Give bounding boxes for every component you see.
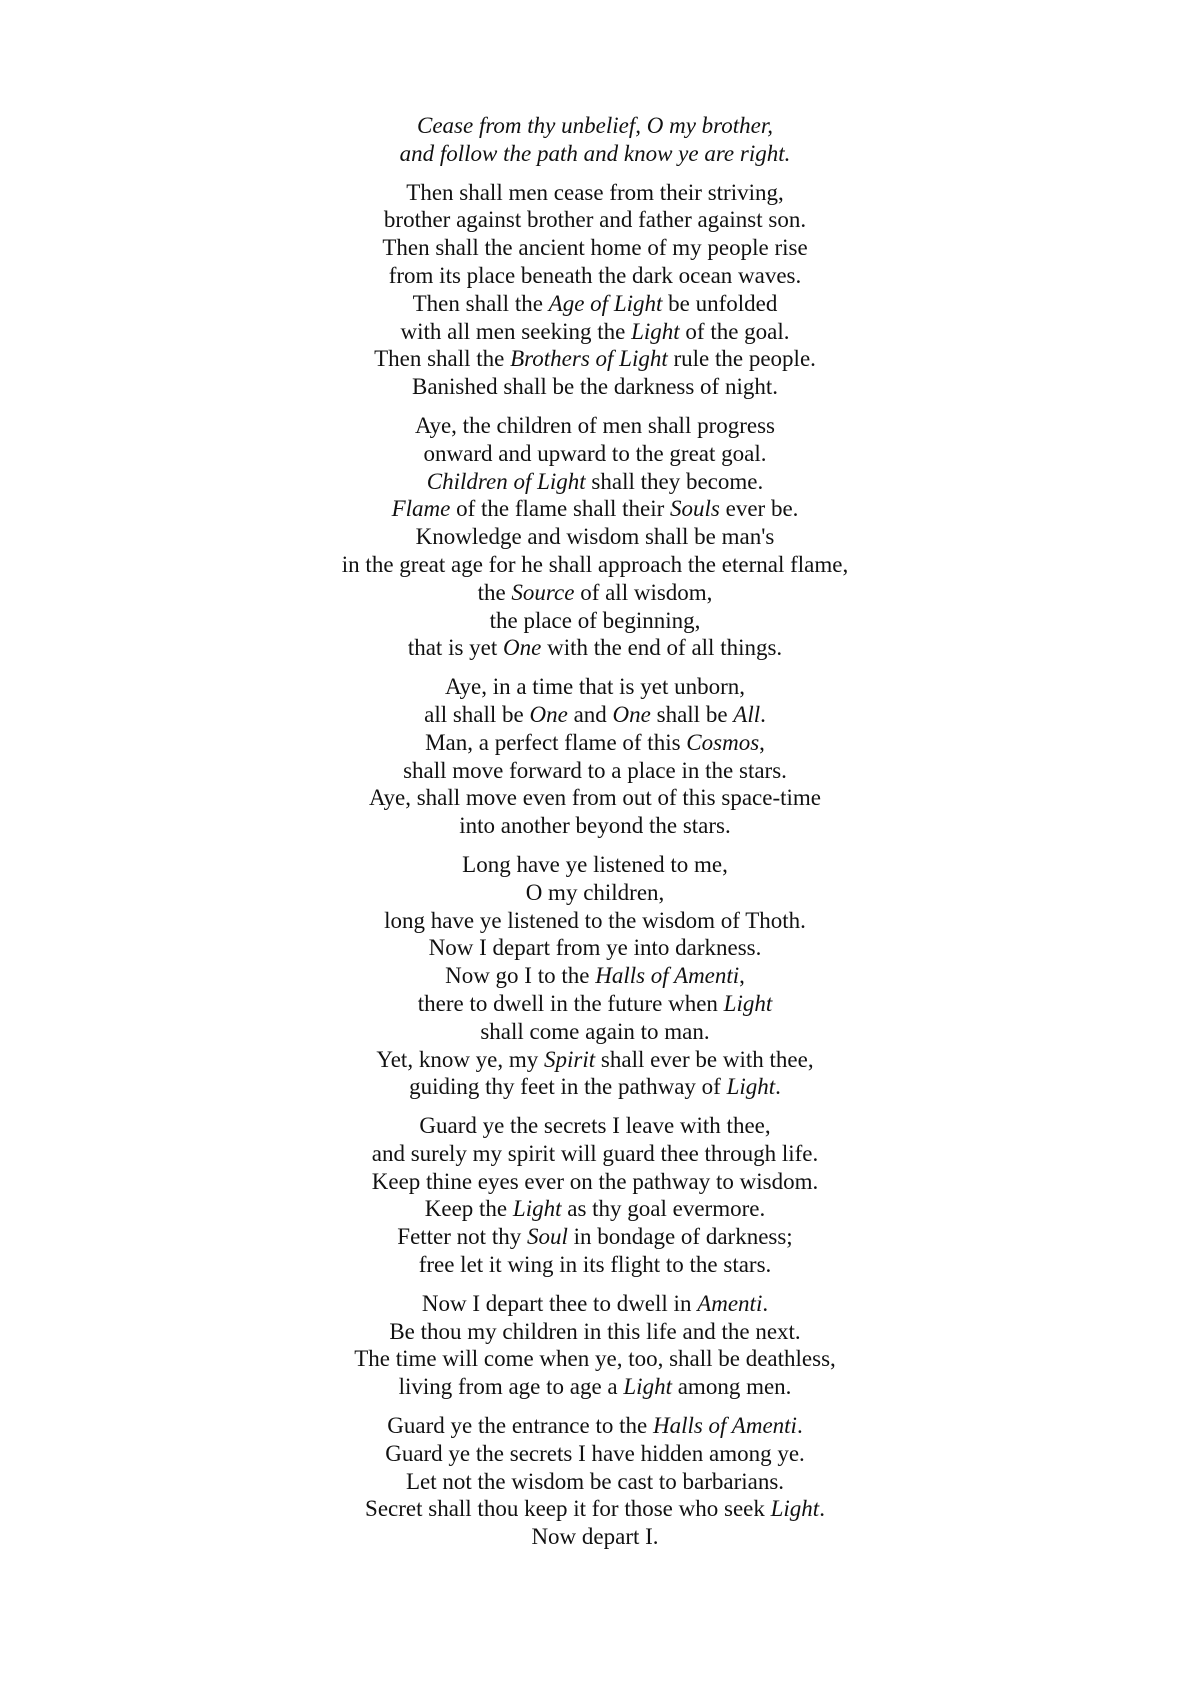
poem-line — [0, 851, 1190, 879]
poem-line — [0, 440, 1190, 468]
emphasized-text: Age of Light — [548, 290, 663, 316]
poem-line — [0, 1046, 1190, 1074]
line-text: shall they become. — [585, 468, 764, 494]
emphasized-text: Halls of Amenti — [652, 1413, 797, 1439]
stanza — [0, 1290, 1190, 1401]
line-text: Aye, in a time that is yet unborn, — [444, 674, 746, 700]
poem-line — [0, 1112, 1190, 1140]
line-text: Now I depart thee to dwell in — [421, 1290, 698, 1316]
line-text: . — [762, 1290, 769, 1316]
line-text: . — [819, 1496, 825, 1522]
emphasized-text: One — [503, 635, 542, 661]
line-text: Long have ye listened to me, — [462, 851, 728, 877]
stanza — [0, 1112, 1190, 1279]
line-text: the — [477, 579, 512, 605]
line-text: Secret shall thou keep it for those who seek — [365, 1496, 771, 1522]
poem-line — [0, 634, 1190, 662]
emphasized-text: All — [733, 701, 761, 727]
line-text: with all men seeking the — [400, 318, 632, 344]
line-text: as thy goal evermore. — [561, 1196, 766, 1222]
line-text: the place of beginning, — [489, 607, 701, 633]
poem-line — [0, 140, 1190, 168]
poem-line — [0, 673, 1190, 701]
line-text: of the goal. — [679, 318, 790, 344]
line-text: Now go I to the — [445, 963, 596, 989]
line-text: long have ye listened to the wisdom of Thoth. — [384, 907, 806, 933]
emphasized-text: Light — [623, 1374, 672, 1400]
line-text: be unfolded — [662, 290, 778, 316]
emphasized-text: Source — [511, 579, 575, 605]
stanza — [0, 412, 1190, 662]
poem-line — [0, 262, 1190, 290]
poem-page — [0, 112, 1190, 1562]
line-text: Guard ye the secrets I have hidden among ye. — [385, 1440, 805, 1466]
poem-line — [0, 1073, 1190, 1101]
emphasized-text: Light — [512, 1196, 562, 1222]
line-text: among men. — [671, 1374, 792, 1400]
line-text: Aye, shall move even from out of this space-time — [368, 785, 821, 811]
poem-line — [0, 290, 1190, 318]
poem-line — [0, 1168, 1190, 1196]
poem-line — [0, 1140, 1190, 1168]
line-text: The time will come when ye, too, shall be deathless, — [354, 1346, 836, 1372]
poem-line — [0, 812, 1190, 840]
poem-line — [0, 879, 1190, 907]
emphasized-text: Cease from thy unbelief, O my brother, — [416, 113, 774, 138]
line-text: there to dwell in the future when — [417, 990, 724, 1016]
poem-line — [0, 1495, 1190, 1523]
line-text: Then shall men cease from their striving, — [406, 179, 784, 205]
line-text: Keep the — [424, 1196, 513, 1222]
emphasized-text: Light — [723, 990, 773, 1016]
line-text: , — [759, 729, 765, 755]
poem-line — [0, 962, 1190, 990]
poem-line — [0, 412, 1190, 440]
poem-line — [0, 1195, 1190, 1223]
poem-line — [0, 1318, 1190, 1346]
poem-body — [0, 112, 1190, 1551]
line-text: Yet, know ye, my — [376, 1046, 545, 1072]
stanza — [0, 112, 1190, 168]
poem-line — [0, 1412, 1190, 1440]
line-text: Then shall the — [412, 290, 549, 316]
poem-line — [0, 1290, 1190, 1318]
emphasized-text: Brothers of Light — [510, 346, 668, 372]
line-text: ever be. — [719, 496, 799, 522]
poem-line — [0, 1440, 1190, 1468]
poem-line — [0, 523, 1190, 551]
line-text: . — [796, 1413, 803, 1439]
poem-line — [0, 579, 1190, 607]
poem-line — [0, 345, 1190, 373]
line-text: in bondage of darkness; — [567, 1224, 793, 1250]
poem-line — [0, 1345, 1190, 1373]
line-text: Banished shall be the darkness of night. — [411, 374, 778, 400]
line-text: and — [567, 701, 613, 727]
poem-line — [0, 373, 1190, 401]
emphasized-text: Light — [770, 1496, 820, 1522]
line-text: Aye, the children of men shall progress — [414, 412, 776, 438]
poem-line — [0, 1018, 1190, 1046]
line-text: shall move forward to a place in the stars. — [403, 757, 787, 783]
poem-line — [0, 318, 1190, 346]
poem-line — [0, 1523, 1190, 1551]
poem-line — [0, 934, 1190, 962]
line-text: Let not the wisdom be cast to barbarians. — [405, 1468, 785, 1494]
line-text: into another beyond the stars. — [459, 813, 731, 839]
line-text: with the end of all things. — [541, 635, 783, 661]
line-text: shall come again to man. — [480, 1018, 710, 1044]
stanza — [0, 851, 1190, 1101]
emphasized-text: Light — [631, 318, 680, 344]
emphasized-text: Halls of Amenti — [595, 963, 740, 989]
line-text: Now I depart from ye into darkness. — [428, 935, 762, 961]
line-text: shall ever be with thee, — [595, 1046, 814, 1072]
poem-line — [0, 234, 1190, 262]
emphasized-text: One — [612, 701, 651, 727]
poem-line — [0, 551, 1190, 579]
emphasized-text: Children of Light — [426, 468, 586, 494]
line-text: Be thou my children in this life and the next. — [389, 1318, 801, 1344]
line-text: rule the people. — [667, 346, 816, 372]
line-text: Guard ye the secrets I leave with thee, — [419, 1113, 771, 1139]
emphasized-text: Cosmos — [686, 729, 760, 755]
poem-line — [0, 1373, 1190, 1401]
poem-line — [0, 206, 1190, 234]
emphasized-text: Light — [726, 1074, 776, 1100]
emphasized-text: Spirit — [544, 1046, 596, 1072]
poem-line — [0, 1251, 1190, 1279]
emphasized-text: Amenti — [697, 1290, 763, 1316]
line-text: shall be — [650, 701, 734, 727]
line-text: Guard ye the entrance to the — [387, 1413, 653, 1439]
poem-line — [0, 729, 1190, 757]
poem-line — [0, 907, 1190, 935]
line-text: , — [739, 963, 745, 989]
emphasized-text: Souls — [670, 496, 720, 522]
poem-line — [0, 607, 1190, 635]
line-text: Man, a perfect flame of this — [425, 729, 687, 755]
line-text: that is yet — [407, 635, 504, 661]
poem-line — [0, 1468, 1190, 1496]
poem-line — [0, 701, 1190, 729]
poem-line — [0, 112, 1190, 140]
stanza — [0, 179, 1190, 401]
line-text: free let it wing in its flight to the stars. — [418, 1252, 772, 1278]
poem-line — [0, 990, 1190, 1018]
poem-line — [0, 179, 1190, 207]
emphasized-text: Soul — [526, 1224, 568, 1250]
line-text: . — [775, 1074, 781, 1100]
line-text: all shall be — [424, 701, 530, 727]
line-text: . — [760, 701, 766, 727]
poem-line — [0, 784, 1190, 812]
poem-line — [0, 468, 1190, 496]
line-text: of all wisdom, — [574, 579, 713, 605]
line-text: guiding thy feet in the pathway of — [409, 1074, 727, 1100]
emphasized-text: One — [529, 701, 568, 727]
line-text: in the great age for he shall approach the eternal flame, — [341, 551, 849, 577]
line-text: living from age to age a — [398, 1374, 624, 1400]
line-text: Knowledge and wisdom shall be man's — [415, 524, 775, 550]
poem-line — [0, 757, 1190, 785]
line-text: brother against brother and father against son. — [383, 207, 807, 233]
line-text: O my children, — [525, 879, 665, 905]
line-text: of the flame shall their — [450, 496, 671, 522]
line-text: Now depart I. — [531, 1524, 659, 1550]
line-text: onward and upward to the great goal. — [423, 440, 767, 466]
line-text: from its place beneath the dark ocean waves. — [388, 262, 802, 288]
emphasized-text: Flame — [391, 496, 451, 522]
line-text: and surely my spirit will guard thee through life. — [371, 1140, 819, 1166]
stanza — [0, 673, 1190, 840]
line-text: Fetter not thy — [397, 1224, 527, 1250]
poem-line — [0, 1223, 1190, 1251]
line-text: Then shall the ancient home of my people rise — [382, 235, 808, 261]
emphasized-text: and follow the path and know ye are right. — [399, 140, 791, 166]
poem-line — [0, 495, 1190, 523]
line-text: Then shall the — [374, 346, 511, 372]
line-text: Keep thine eyes ever on the pathway to wisdom. — [371, 1168, 819, 1194]
stanza — [0, 1412, 1190, 1551]
